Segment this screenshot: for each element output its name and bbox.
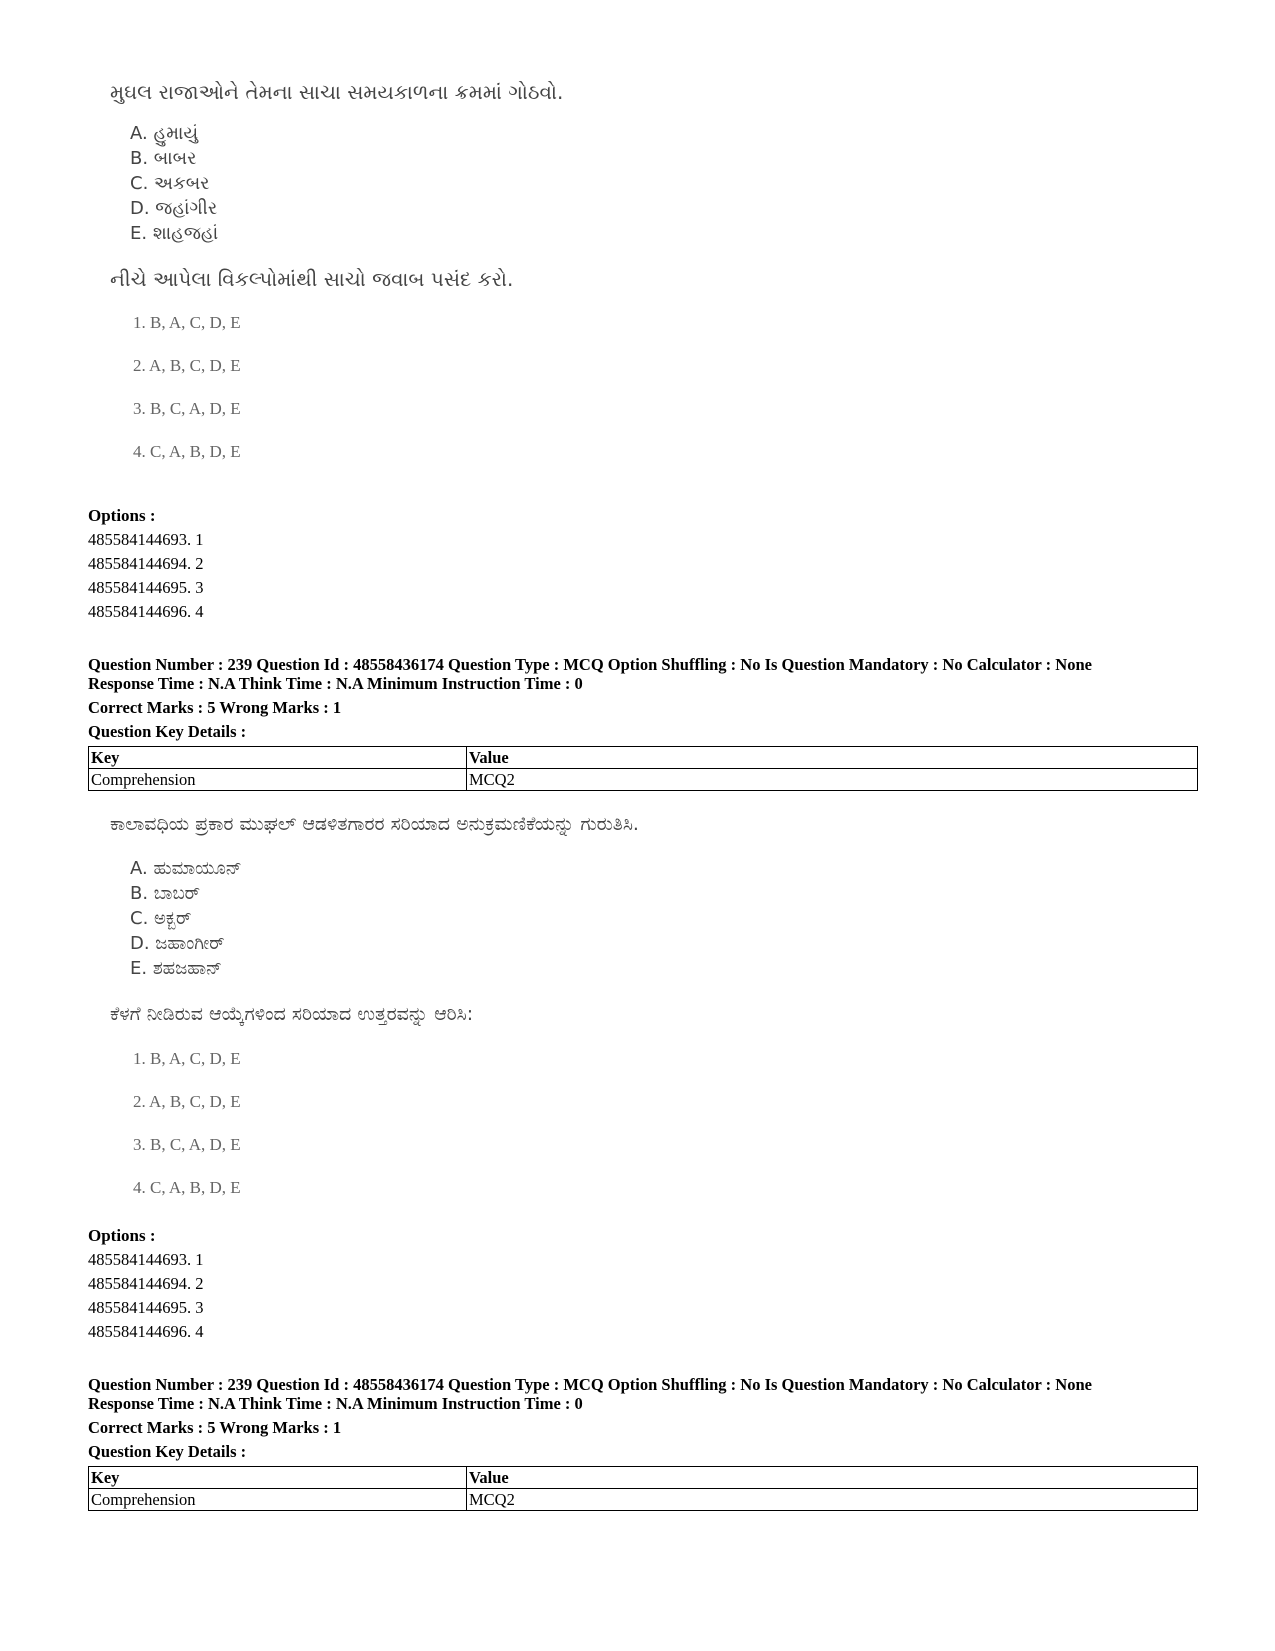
question-item: E. શાહજહાં	[130, 223, 219, 244]
key-details-heading: Question Key Details :	[88, 722, 247, 741]
answer-choice: 3. B, C, A, D, E	[133, 399, 241, 418]
marks-line: Correct Marks : 5 Wrong Marks : 1	[88, 1418, 342, 1437]
question-item: B. બાબર	[130, 148, 197, 169]
table-cell-key: Comprehension	[89, 1489, 467, 1511]
option-line: 485584144695. 3	[88, 578, 204, 597]
options-title: Options :	[88, 1226, 156, 1245]
question-item: C. ಅಕ್ಬರ್	[130, 908, 192, 929]
question-instruction: ಕೆಳಗೆ ನೀಡಿರುವ ಆಯ್ಕೆಗಳಿಂದ ಸರಿಯಾದ ಉತ್ತರವನ್ನು ಆರಿಸಿ:	[110, 1003, 474, 1025]
option-line: 485584144696. 4	[88, 602, 204, 621]
options-title: Options :	[88, 506, 156, 525]
answer-choice: 1. B, A, C, D, E	[133, 1049, 241, 1068]
question-item: A. ಹುಮಾಯೂನ್	[130, 858, 242, 879]
answer-choice: 4. C, A, B, D, E	[133, 442, 241, 461]
question-meta-line: Response Time : N.A Think Time : N.A Minimum Instruction Time : 0	[88, 674, 583, 693]
question-item: A. હુમાયું	[130, 123, 199, 144]
question-meta-line: Question Number : 239 Question Id : 48558436174 Question Type : MCQ Option Shuffling : No Is Question Mandatory : No Calculator : None	[88, 1375, 1092, 1394]
question-item: C. અકબર	[130, 173, 210, 194]
key-details-table	[88, 746, 1198, 791]
table-cell-value: MCQ2	[467, 1489, 1198, 1511]
question-meta-line: Question Number : 239 Question Id : 48558436174 Question Type : MCQ Option Shuffling : No Is Question Mandatory : No Calculator : None	[88, 655, 1092, 674]
answer-choice: 2. A, B, C, D, E	[133, 1092, 241, 1111]
question-stem: મુઘલ રાજાઓને તેમના સાચા સમયકાળના ક્રમમાં ગોઠવો.	[110, 80, 564, 104]
question-instruction: નીચે આપેલા વિકલ્પોમાંથી સાચો જવાબ પસંદ કરો.	[110, 267, 514, 291]
table-header-key: Key	[89, 1467, 467, 1489]
question-meta-line: Response Time : N.A Think Time : N.A Minimum Instruction Time : 0	[88, 1394, 583, 1413]
table-cell-key: Comprehension	[89, 769, 467, 791]
option-line: 485584144694. 2	[88, 554, 204, 573]
table-row	[89, 769, 1198, 791]
option-line: 485584144693. 1	[88, 530, 204, 549]
table-header-value: Value	[467, 747, 1198, 769]
table-header-key: Key	[89, 747, 467, 769]
option-line: 485584144695. 3	[88, 1298, 204, 1317]
question-item: E. ಶಹಜಹಾನ್	[130, 958, 222, 979]
answer-choice: 2. A, B, C, D, E	[133, 356, 241, 375]
table-cell-value: MCQ2	[467, 769, 1198, 791]
option-line: 485584144693. 1	[88, 1250, 204, 1269]
question-stem: ಕಾಲಾವಧಿಯ ಪ್ರಕಾರ ಮುಘಲ್ ಆಡಳಿತಗಾರರ ಸರಿಯಾದ ಅನುಕ್ರಮಣಿಕೆಯನ್ನು ಗುರುತಿಸಿ.	[110, 813, 639, 835]
question-item: B. ಬಾಬರ್	[130, 883, 200, 904]
question-item: D. ಜಹಾಂಗೀರ್	[130, 933, 225, 954]
table-row	[89, 1489, 1198, 1511]
question-item: D. જહાંગીર	[130, 198, 218, 219]
marks-line: Correct Marks : 5 Wrong Marks : 1	[88, 698, 342, 717]
key-details-table	[88, 1466, 1198, 1511]
table-header-value: Value	[467, 1467, 1198, 1489]
answer-choice: 4. C, A, B, D, E	[133, 1178, 241, 1197]
option-line: 485584144694. 2	[88, 1274, 204, 1293]
key-details-heading: Question Key Details :	[88, 1442, 247, 1461]
answer-choice: 1. B, A, C, D, E	[133, 313, 241, 332]
table-header-row	[89, 747, 1198, 769]
answer-choice: 3. B, C, A, D, E	[133, 1135, 241, 1154]
table-header-row	[89, 1467, 1198, 1489]
option-line: 485584144696. 4	[88, 1322, 204, 1341]
